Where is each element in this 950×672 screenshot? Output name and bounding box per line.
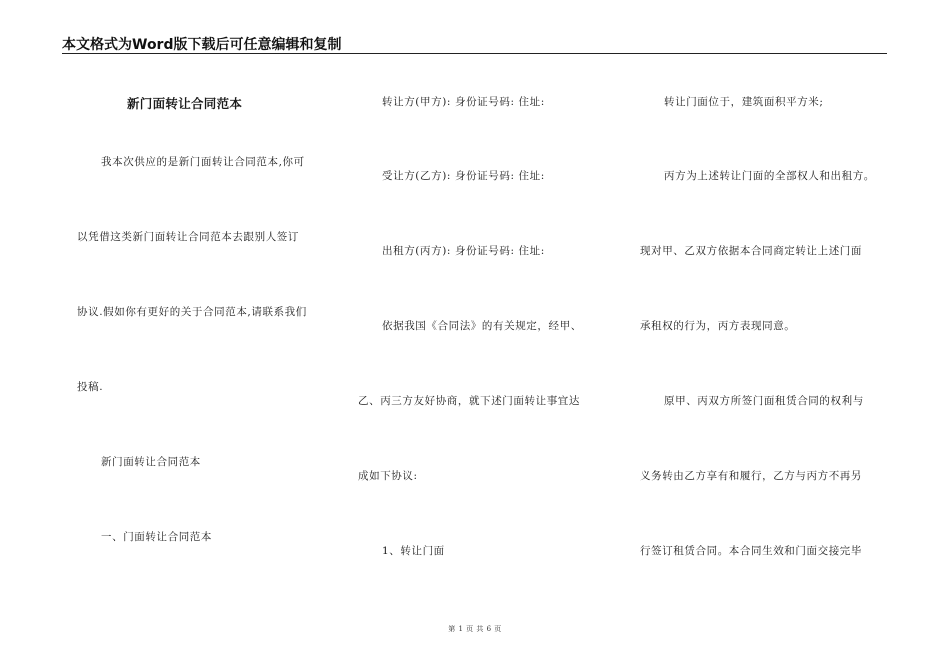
paragraph-line: 丙方为上述转让门面的全部权人和出租方。 [664, 170, 875, 182]
document-title: 新门面转让合同范本 [127, 96, 243, 111]
clause-heading: 1、转让门面 [382, 545, 445, 557]
paragraph-line: 以凭借这类新门面转让合同范本去跟别人签订 [77, 231, 299, 243]
paragraph-line: 协议.假如你有更好的关于合同范本,请联系我们 [77, 306, 307, 318]
paragraph-line: 投稿. [77, 381, 104, 393]
header-divider [62, 53, 887, 54]
section-heading: 新门面转让合同范本 [101, 456, 201, 468]
paragraph-line: 我本次供应的是新门面转让合同范本,你可 [101, 156, 305, 168]
party-c-line: 出租方(丙方): 身份证号码: 住址: [382, 245, 545, 257]
paragraph-line: 行签订租赁合同。本合同生效和门面交接完毕 [640, 545, 862, 557]
paragraph-line: 现对甲、乙双方依据本合同商定转让上述门面 [640, 245, 862, 257]
paragraph-line: 承租权的行为，丙方表现同意。 [640, 320, 796, 332]
page-indicator: 第 1 页 共 6 页 [448, 625, 502, 633]
document-header-title: 本文格式为Word版下载后可任意编辑和复制 [62, 37, 342, 53]
paragraph-line: 成如下协议: [358, 470, 418, 482]
paragraph-line: 原甲、丙双方所签门面租赁合同的权利与 [664, 395, 864, 407]
paragraph-line: 乙、丙三方友好协商，就下述门面转让事宜达 [358, 395, 580, 407]
paragraph-line: 转让门面位于，建筑面积平方米; [664, 96, 824, 108]
section-subheading: 一、门面转让合同范本 [101, 531, 212, 543]
paragraph-line: 义务转由乙方享有和履行，乙方与丙方不再另 [640, 470, 862, 482]
party-a-line: 转让方(甲方): 身份证号码: 住址: [382, 96, 545, 108]
paragraph-line: 依据我国《合同法》的有关规定，经甲、 [382, 320, 582, 332]
party-b-line: 受让方(乙方): 身份证号码: 住址: [382, 170, 545, 182]
